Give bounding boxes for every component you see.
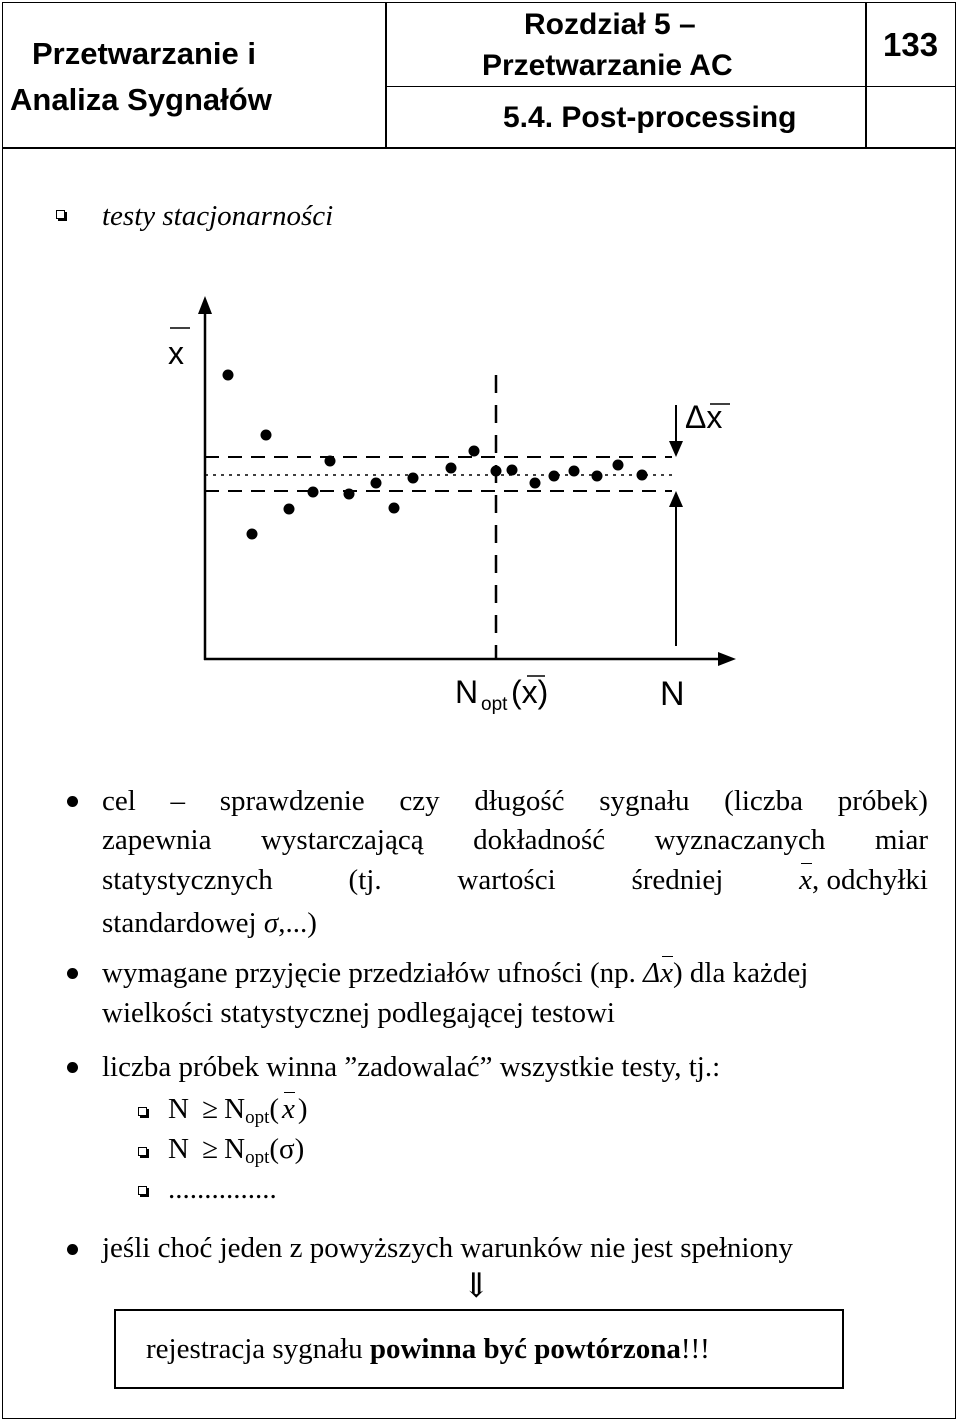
bullet-dot-icon [67,968,78,979]
bullet3-line1: liczba próbek winna ”zadowalać” wszystkie testy, tj.: [102,1051,721,1083]
result-text [146,1335,710,1364]
page-cell-divider [867,86,956,87]
cond-sub: opt [245,1147,270,1168]
mean-x-symbol: x [799,864,812,896]
b1-word: wartości [457,864,556,896]
bullet1-line3 [102,866,928,895]
cond-text: N [168,1133,189,1165]
b1-word: długość [474,785,565,817]
sigma-symbol: σ [263,907,279,939]
bullet-dot-icon [67,1062,78,1073]
data-point [592,471,603,482]
b2-text: wymagane przyjęcie przedziałów ufności (np. [102,957,644,989]
cond-text: (σ) [269,1133,305,1165]
b1-word: , odchyłki [811,864,928,896]
b1-word: statystycznych [102,864,273,896]
data-point [469,446,480,457]
condition-more: ............... [168,1173,277,1205]
nopt-label-sub: opt [481,694,508,715]
data-point [223,370,234,381]
cond-text: N [224,1133,246,1165]
b1-word: miar [874,824,928,856]
data-point [637,470,648,481]
square-bullet-icon [138,1107,147,1116]
mean-x-symbol: x [282,1093,295,1125]
data-point [569,466,580,477]
b1-text: standardowej [102,907,264,939]
mean-x-symbol: x [660,957,674,989]
result-box [114,1309,844,1389]
data-point [507,465,518,476]
condition-mean [168,1093,308,1128]
delta-label: Δx [685,399,723,435]
bullet2-line1 [102,959,808,988]
bullet-dot-icon [67,1244,78,1255]
cond-text: ( [269,1093,280,1125]
course-title-line2: Analiza Sygnałów [10,82,272,117]
header-divider [387,86,865,87]
top-item-text: testy stacjonarności [102,200,334,232]
result-pre: rejestracja sygnału [146,1333,370,1365]
data-point [261,430,272,441]
nopt-label-main: N [455,674,479,710]
bullet2-line2: wielkości statystycznej podlegającej testowi [102,997,615,1029]
data-point [325,456,336,467]
b1-word: cel [102,785,136,817]
cond-sub: opt [245,1107,270,1128]
b1-mean-expr [799,866,928,895]
delta-arrow-up-icon [669,491,683,507]
data-point [530,478,541,489]
b1-word: próbek) [837,785,928,817]
data-point [491,466,502,477]
b1-word: (tj. [348,864,382,896]
data-point [613,460,624,471]
page-header [2,2,956,149]
b1-word: sprawdzenie [219,785,365,817]
b1-word: – [170,785,186,817]
bullet4-line1: jeśli choć jeden z powyższych warunków nie jest spełniony [102,1232,793,1264]
b1-word: wystarczającą [260,824,424,856]
page-number: 133 [883,26,939,63]
b1-word: średniej [631,864,724,896]
data-point [549,471,560,482]
bullet1-line2 [102,826,928,855]
data-point [446,463,457,474]
b1-word: dokładność [473,824,606,856]
nopt-label-arg: (x) [511,674,549,710]
header-chapter-cell [387,2,867,147]
b1-word: wyznaczanych [654,824,826,856]
data-point [308,487,319,498]
delta-symbol: Δ [643,957,661,989]
data-point [247,529,258,540]
geq-symbol: ≥ [202,1133,219,1165]
y-axis-label: x [168,335,184,371]
chapter-title-line2: Przetwarzanie AC [482,49,733,82]
header-course-cell [2,2,387,147]
down-arrow-icon: ⇓ [462,1268,491,1305]
stationarity-diagram [0,280,960,720]
bullet1-line4 [102,909,317,938]
cond-text: N [224,1093,246,1125]
square-bullet-icon [56,210,65,219]
condition-sigma [168,1133,305,1168]
y-axis-arrow-icon [198,296,212,314]
section-title: 5.4. Post-processing [503,101,797,134]
x-axis-label: N [660,675,685,713]
result-post: !!! [680,1333,710,1365]
delta-arrow-down-icon [669,441,683,457]
square-bullet-icon [138,1186,147,1195]
data-point [408,473,419,484]
square-bullet-icon [138,1147,147,1156]
data-point [389,503,400,514]
geq-symbol: ≥ [202,1093,219,1125]
bullet-dot-icon [67,796,78,807]
result-bold: powinna być powtórzona [369,1333,681,1365]
data-point [371,478,382,489]
b1-text: ,...) [278,907,317,939]
cond-text: N [168,1093,189,1125]
b1-word: (liczba [724,785,804,817]
header-page-cell [867,2,956,147]
bullet1-line1 [102,787,928,816]
data-points [223,370,648,540]
x-axis-arrow-icon [718,652,736,666]
b1-word: czy [399,785,440,817]
b1-word: zapewnia [102,824,212,856]
b2-text: ) dla każdej [673,957,809,989]
data-point [284,504,295,515]
course-title-line1: Przetwarzanie i [32,36,256,71]
data-point [344,489,355,500]
b1-word: sygnału [599,785,690,817]
chapter-title-line1: Rozdział 5 – [524,8,696,41]
cond-text: ) [297,1093,308,1125]
